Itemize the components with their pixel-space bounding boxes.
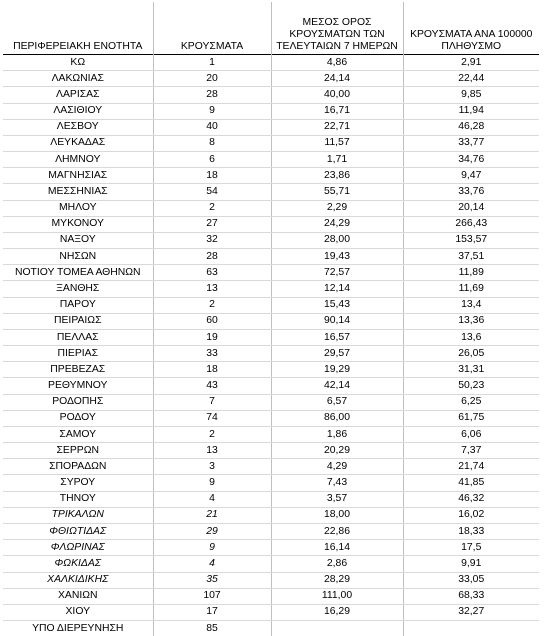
avg7-cell: 18,00 [271, 507, 403, 523]
region-cell: ΣΠΟΡΑΔΩΝ [3, 459, 153, 475]
per100k-cell: 6,06 [403, 426, 539, 442]
avg7-cell: 28,29 [271, 572, 403, 588]
per100k-cell: 18,33 [403, 523, 539, 539]
table-row [3, 168, 539, 184]
per100k-cell: 46,28 [403, 119, 539, 135]
cases-cell: 4 [153, 556, 271, 572]
region-cell: ΣΥΡΟΥ [3, 475, 153, 491]
table-row [3, 394, 539, 410]
cases-cell: 85 [153, 621, 271, 636]
per100k-cell: 266,43 [403, 216, 539, 232]
table-row [3, 313, 539, 329]
table-row [3, 426, 539, 442]
avg7-cell: 72,57 [271, 265, 403, 281]
avg7-cell: 2,29 [271, 200, 403, 216]
table-row [3, 572, 539, 588]
table-row [3, 378, 539, 394]
avg7-cell: 111,00 [271, 588, 403, 604]
table-row [3, 588, 539, 604]
region-cell: ΣΕΡΡΩΝ [3, 443, 153, 459]
avg7-cell: 12,14 [271, 281, 403, 297]
cases-cell: 54 [153, 184, 271, 200]
per100k-cell: 31,31 [403, 362, 539, 378]
region-cell: ΠΕΛΛΑΣ [3, 329, 153, 345]
cases-cell: 33 [153, 346, 271, 362]
per100k-cell: 32,27 [403, 604, 539, 620]
per100k-cell: 34,76 [403, 152, 539, 168]
cases-table-sheet [3, 2, 539, 636]
region-cell: ΝΟΤΙΟΥ ΤΟΜΕΑ ΑΘΗΝΩΝ [3, 265, 153, 281]
cases-cell: 29 [153, 523, 271, 539]
cases-cell: 9 [153, 540, 271, 556]
per100k-cell: 13,4 [403, 297, 539, 313]
per100k-cell: 22,44 [403, 71, 539, 87]
table-row [3, 216, 539, 232]
cases-cell: 13 [153, 281, 271, 297]
per100k-cell: 2,91 [403, 55, 539, 71]
region-cell: ΚΩ [3, 55, 153, 71]
avg7-cell: 24,29 [271, 216, 403, 232]
region-cell: ΝΑΞΟΥ [3, 232, 153, 248]
region-cell: ΛΕΣΒΟΥ [3, 119, 153, 135]
region-cell: ΧΑΝΙΩΝ [3, 588, 153, 604]
table-row [3, 329, 539, 345]
cases-cell: 107 [153, 588, 271, 604]
region-cell: ΧΙΟΥ [3, 604, 153, 620]
avg7-cell: 90,14 [271, 313, 403, 329]
region-cell: ΡΟΔΟΥ [3, 410, 153, 426]
cases-cell: 4 [153, 491, 271, 507]
avg7-cell: 1,71 [271, 152, 403, 168]
cases-cell: 1 [153, 55, 271, 71]
per100k-cell: 17,5 [403, 540, 539, 556]
region-cell: ΥΠΟ ΔΙΕΡΕΥΝΗΣΗ [3, 621, 153, 636]
cases-cell: 19 [153, 329, 271, 345]
per100k-cell: 11,89 [403, 265, 539, 281]
table-row [3, 249, 539, 265]
region-cell: ΛΑΚΩΝΙΑΣ [3, 71, 153, 87]
avg7-cell: 3,57 [271, 491, 403, 507]
avg7-cell: 28,00 [271, 232, 403, 248]
cases-cell: 32 [153, 232, 271, 248]
region-cell: ΠΕΙΡΑΙΩΣ [3, 313, 153, 329]
table-row [3, 459, 539, 475]
cases-cell: 17 [153, 604, 271, 620]
avg7-cell: 1,86 [271, 426, 403, 442]
avg7-cell: 24,14 [271, 71, 403, 87]
region-cell: ΜΕΣΣΗΝΙΑΣ [3, 184, 153, 200]
avg7-cell: 7,43 [271, 475, 403, 491]
cases-cell: 13 [153, 443, 271, 459]
table-row [3, 71, 539, 87]
table-row [3, 523, 539, 539]
region-cell: ΠΡΕΒΕΖΑΣ [3, 362, 153, 378]
cases-cell: 2 [153, 297, 271, 313]
per100k-cell: 26,05 [403, 346, 539, 362]
table-row [3, 297, 539, 313]
cases-cell: 6 [153, 152, 271, 168]
region-cell: ΦΩΚΙΔΑΣ [3, 556, 153, 572]
avg7-cell: 4,86 [271, 55, 403, 71]
region-cell: ΦΛΩΡΙΝΑΣ [3, 540, 153, 556]
per100k-cell: 20,14 [403, 200, 539, 216]
cases-cell: 35 [153, 572, 271, 588]
table-row [3, 475, 539, 491]
cases-cell: 40 [153, 119, 271, 135]
per100k-cell: 6,25 [403, 394, 539, 410]
region-cell: ΝΗΣΩΝ [3, 249, 153, 265]
per100k-cell: 33,77 [403, 135, 539, 151]
avg7-cell: 40,00 [271, 87, 403, 103]
per100k-cell: 11,69 [403, 281, 539, 297]
table-row [3, 55, 539, 71]
avg7-cell: 55,71 [271, 184, 403, 200]
avg7-cell: 23,86 [271, 168, 403, 184]
table-row [3, 119, 539, 135]
region-cell: ΧΑΛΚΙΔΙΚΗΣ [3, 572, 153, 588]
region-cell: ΜΑΓΝΗΣΙΑΣ [3, 168, 153, 184]
cases-cell: 2 [153, 200, 271, 216]
table-row [3, 556, 539, 572]
table-row [3, 491, 539, 507]
cases-cell: 21 [153, 507, 271, 523]
avg7-cell: 16,29 [271, 604, 403, 620]
table-row [3, 443, 539, 459]
cases-cell: 63 [153, 265, 271, 281]
cases-cell: 8 [153, 135, 271, 151]
region-cell: ΜΥΚΟΝΟΥ [3, 216, 153, 232]
table-row [3, 362, 539, 378]
header-region: ΠΕΡΙΦΕΡΕΙΑΚΗ ΕΝΟΤΗΤΑ [3, 2, 153, 55]
cases-cell: 43 [153, 378, 271, 394]
table-header [3, 2, 539, 55]
header-avg7: ΜΕΣΟΣ ΟΡΟΣ ΚΡΟΥΣΜΑΤΩΝ ΤΩΝ ΤΕΛΕΥΤΑΙΩΝ 7 ΗΜΕΡΩΝ [271, 2, 403, 55]
per100k-cell: 13,6 [403, 329, 539, 345]
cases-cell: 28 [153, 87, 271, 103]
per100k-cell: 21,74 [403, 459, 539, 475]
region-cell: ΤΡΙΚΑΛΩΝ [3, 507, 153, 523]
table-row [3, 87, 539, 103]
avg7-cell: 29,57 [271, 346, 403, 362]
region-cell: ΛΕΥΚΑΔΑΣ [3, 135, 153, 151]
header-row [3, 2, 539, 55]
per100k-cell [403, 621, 539, 636]
per100k-cell: 16,02 [403, 507, 539, 523]
avg7-cell: 20,29 [271, 443, 403, 459]
cases-cell: 20 [153, 71, 271, 87]
avg7-cell: 15,43 [271, 297, 403, 313]
avg7-cell: 19,29 [271, 362, 403, 378]
table-row [3, 135, 539, 151]
per100k-cell: 9,91 [403, 556, 539, 572]
cases-cell: 27 [153, 216, 271, 232]
table-row [3, 621, 539, 636]
cases-cell: 28 [153, 249, 271, 265]
table-row [3, 103, 539, 119]
region-cell: ΡΟΔΟΠΗΣ [3, 394, 153, 410]
header-per100k: ΚΡΟΥΣΜΑΤΑ ΑΝΑ 100000 ΠΛΗΘΥΣΜΟ [403, 2, 539, 55]
table-row [3, 184, 539, 200]
table-body [3, 55, 539, 636]
avg7-cell: 16,71 [271, 103, 403, 119]
cases-cell: 2 [153, 426, 271, 442]
avg7-cell: 22,71 [271, 119, 403, 135]
avg7-cell: 86,00 [271, 410, 403, 426]
per100k-cell: 61,75 [403, 410, 539, 426]
avg7-cell: 16,14 [271, 540, 403, 556]
region-cell: ΣΑΜΟΥ [3, 426, 153, 442]
avg7-cell: 22,86 [271, 523, 403, 539]
per100k-cell: 9,47 [403, 168, 539, 184]
region-cell: ΡΕΘΥΜΝΟΥ [3, 378, 153, 394]
region-cell: ΠΑΡΟΥ [3, 297, 153, 313]
table-row [3, 346, 539, 362]
cases-cell: 7 [153, 394, 271, 410]
region-cell: ΞΑΝΘΗΣ [3, 281, 153, 297]
avg7-cell: 4,29 [271, 459, 403, 475]
avg7-cell: 11,57 [271, 135, 403, 151]
table-row [3, 232, 539, 248]
per100k-cell: 37,51 [403, 249, 539, 265]
header-cases: ΚΡΟΥΣΜΑΤΑ [153, 2, 271, 55]
region-cell: ΛΑΡΙΣΑΣ [3, 87, 153, 103]
table-row [3, 200, 539, 216]
table-row [3, 604, 539, 620]
cases-cell: 9 [153, 475, 271, 491]
avg7-cell [271, 621, 403, 636]
region-cell: ΠΙΕΡΙΑΣ [3, 346, 153, 362]
avg7-cell: 2,86 [271, 556, 403, 572]
region-cell: ΛΗΜΝΟΥ [3, 152, 153, 168]
region-cell: ΤΗΝΟΥ [3, 491, 153, 507]
per100k-cell: 68,33 [403, 588, 539, 604]
table-row [3, 540, 539, 556]
table-row [3, 507, 539, 523]
avg7-cell: 19,43 [271, 249, 403, 265]
region-cell: ΦΘΙΩΤΙΔΑΣ [3, 523, 153, 539]
per100k-cell: 41,85 [403, 475, 539, 491]
cases-cell: 18 [153, 168, 271, 184]
table-row [3, 265, 539, 281]
cases-cell: 3 [153, 459, 271, 475]
avg7-cell: 42,14 [271, 378, 403, 394]
table-row [3, 281, 539, 297]
cases-cell: 74 [153, 410, 271, 426]
per100k-cell: 46,32 [403, 491, 539, 507]
cases-cell: 9 [153, 103, 271, 119]
per100k-cell: 50,23 [403, 378, 539, 394]
per100k-cell: 9,85 [403, 87, 539, 103]
per100k-cell: 7,37 [403, 443, 539, 459]
cases-cell: 60 [153, 313, 271, 329]
avg7-cell: 16,57 [271, 329, 403, 345]
avg7-cell: 6,57 [271, 394, 403, 410]
per100k-cell: 13,36 [403, 313, 539, 329]
per100k-cell: 11,94 [403, 103, 539, 119]
per100k-cell: 33,76 [403, 184, 539, 200]
cases-cell: 18 [153, 362, 271, 378]
cases-table [3, 2, 539, 636]
region-cell: ΜΗΛΟΥ [3, 200, 153, 216]
per100k-cell: 33,05 [403, 572, 539, 588]
region-cell: ΛΑΣΙΘΙΟΥ [3, 103, 153, 119]
table-row [3, 152, 539, 168]
per100k-cell: 153,57 [403, 232, 539, 248]
table-row [3, 410, 539, 426]
